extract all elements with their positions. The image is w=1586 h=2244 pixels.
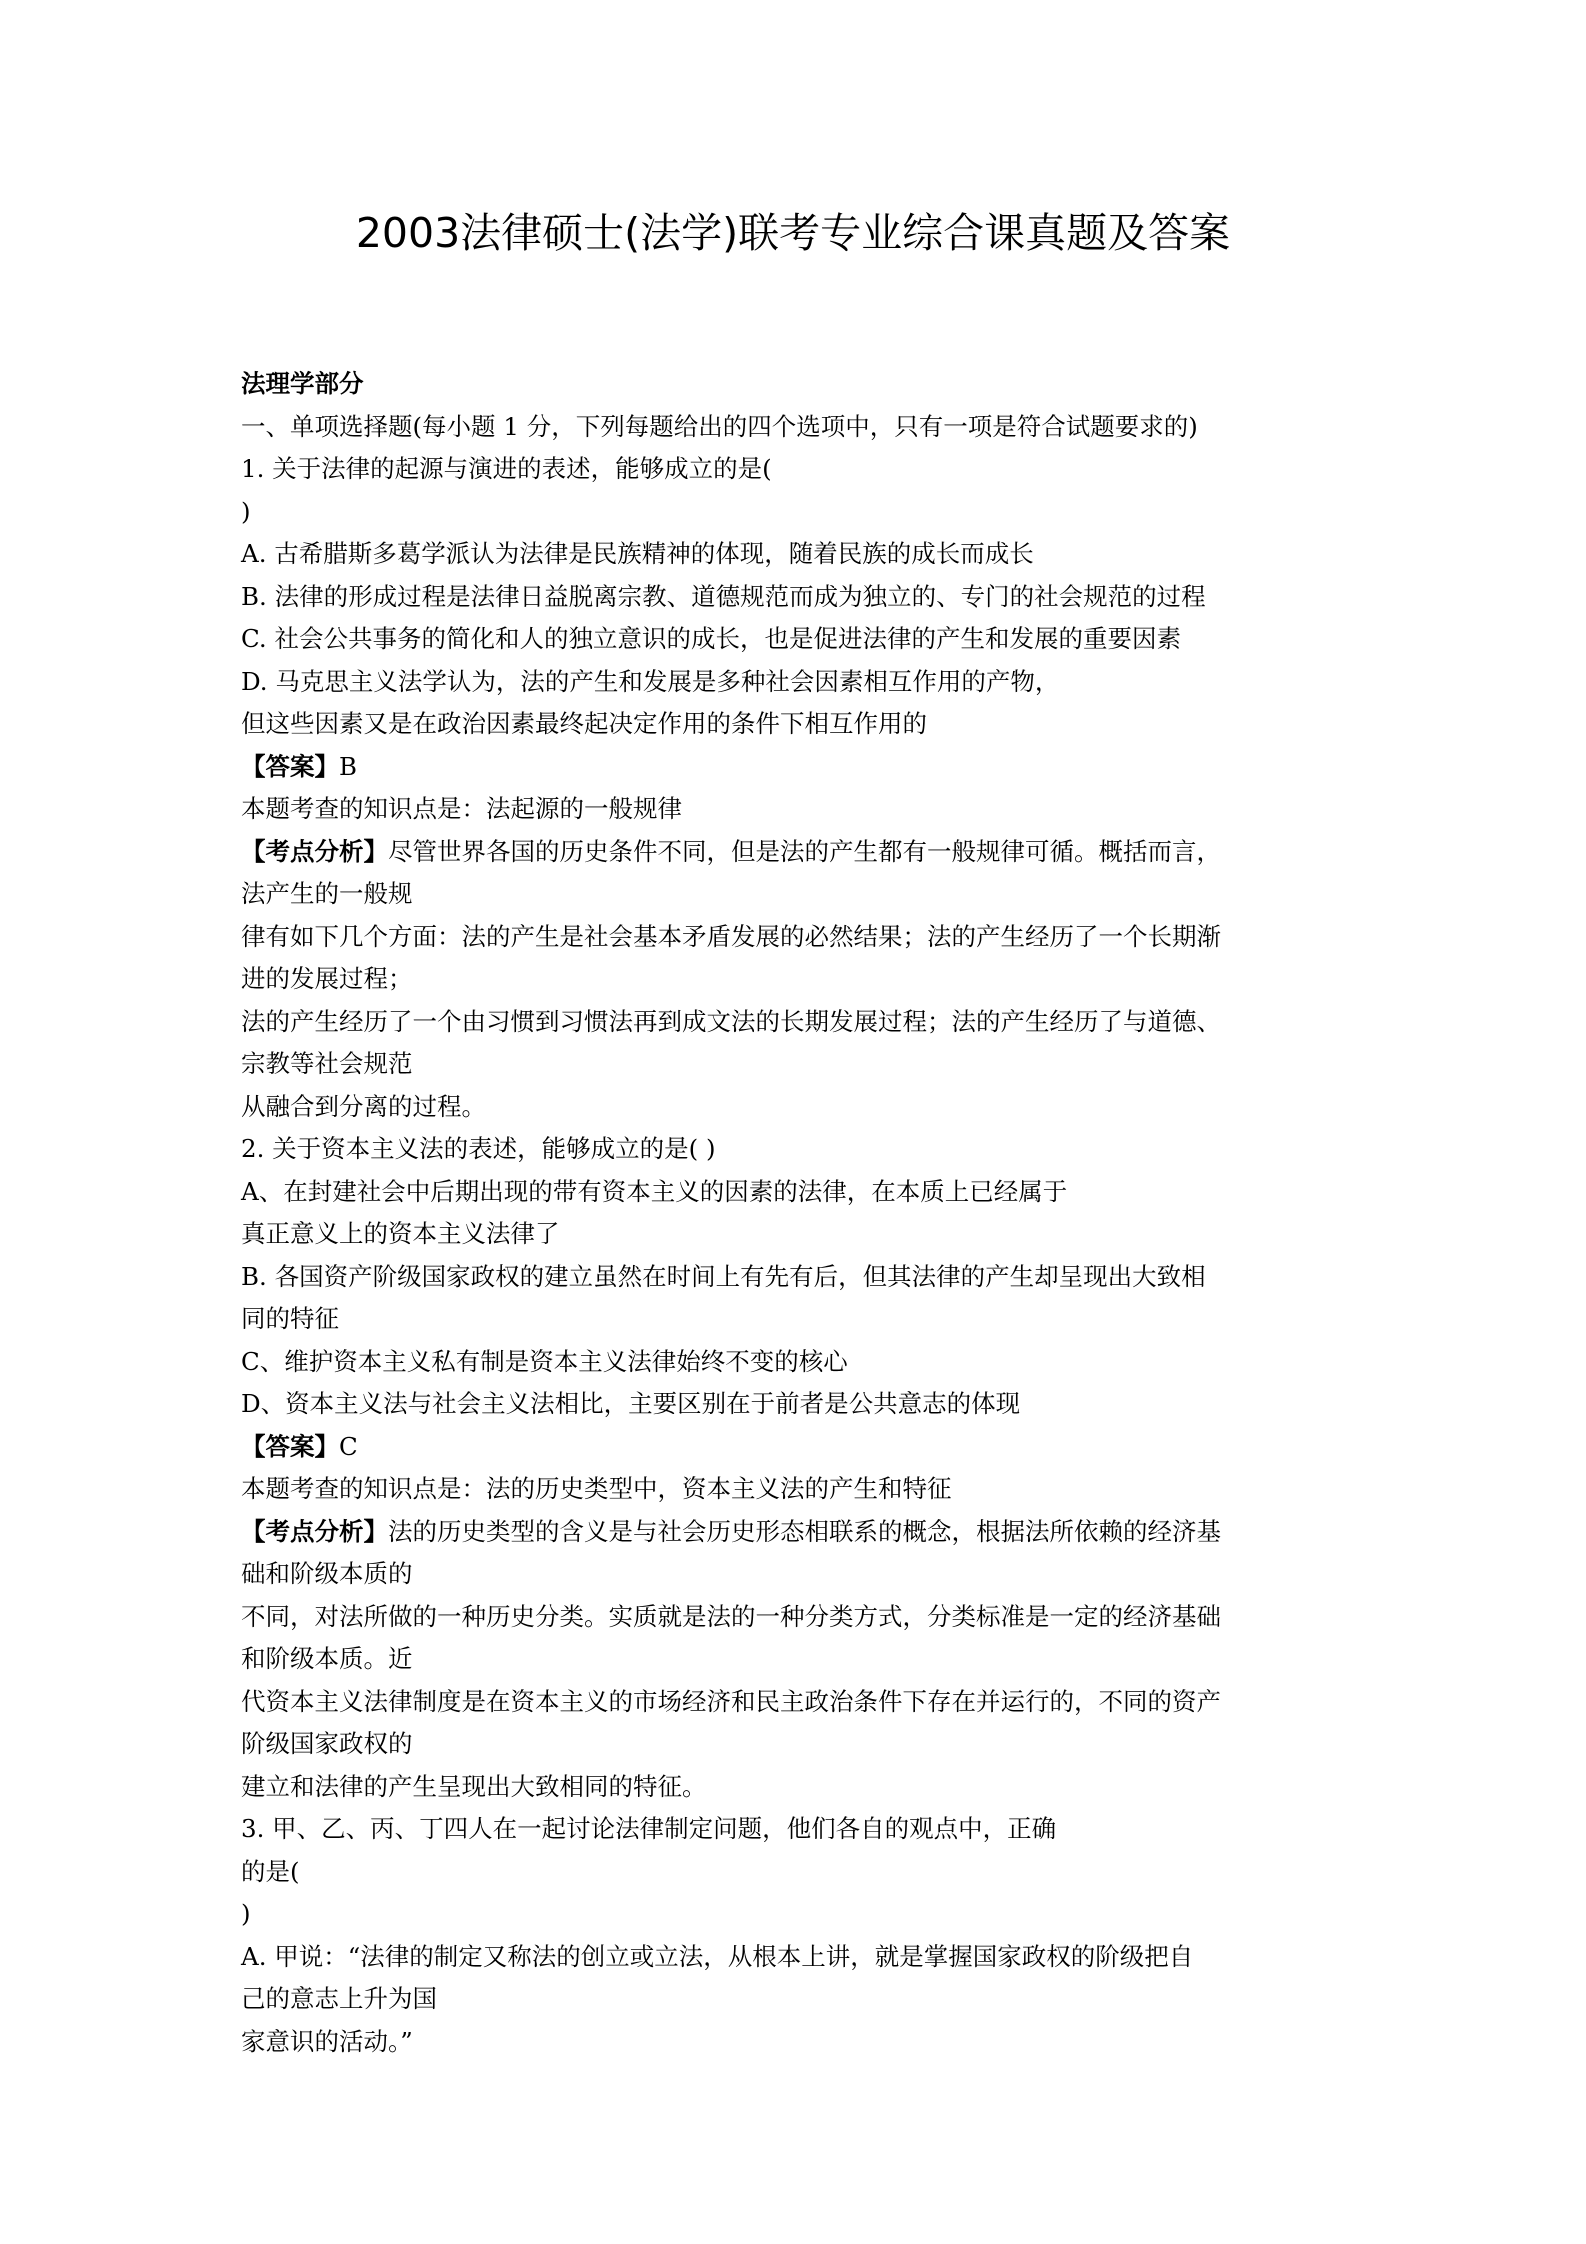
text-line (241, 576, 1361, 619)
bold-label: 法理学部分 (241, 369, 364, 398)
line-text: 律有如下几个方面：法的产生是社会基本矛盾发展的必然结果；法的产生经历了一个长期渐 (241, 921, 1221, 951)
line-text: 但这些因素又是在政治因素最终起决定作用的条件下相互作用的 (241, 709, 927, 738)
text-line (241, 1171, 1361, 1214)
text-line (241, 916, 1361, 959)
text-line (241, 1043, 1361, 1086)
text-line (241, 958, 1361, 1001)
text-line (241, 1001, 1361, 1044)
line-text: 3. 甲、乙、丙、丁四人在一起讨论法律制定问题，他们各自的观点中，正确 (241, 1814, 1057, 1843)
line-text: 阶级国家政权的 (241, 1729, 413, 1758)
text-line (241, 1511, 1361, 1554)
line-text: 宗教等社会规范 (241, 1049, 413, 1078)
text-line (241, 533, 1361, 576)
bold-label: 【考点分析】 (241, 1516, 388, 1546)
text-line (241, 1553, 1361, 1596)
text-line (241, 873, 1361, 916)
text-line (241, 491, 1361, 534)
line-text: C (339, 1431, 358, 1461)
line-text: D、资本主义法与社会主义法相比，主要区别在于前者是公共意志的体现 (241, 1389, 1021, 1418)
line-text: 法的历史类型的含义是与社会历史形态相联系的概念，根据法所依赖的经济基 (388, 1516, 1221, 1546)
line-text: A. 古希腊斯多葛学派认为法律是民族精神的体现，随着民族的成长而成长 (241, 539, 1034, 568)
text-line (241, 1936, 1361, 1979)
line-text: C. 社会公共事务的简化和人的独立意识的成长，也是促进法律的产生和发展的重要因素 (241, 624, 1181, 653)
line-text: A. 甲说：“法律的制定又称法的创立或立法，从根本上讲，就是掌握国家政权的阶级把自 (241, 1941, 1194, 1971)
line-text: 从融合到分离的过程。 (241, 1091, 486, 1121)
line-text: 建立和法律的产生呈现出大致相同的特征。 (241, 1771, 707, 1801)
text-line (241, 746, 1361, 789)
line-text: 不同，对法所做的一种历史分类。实质就是法的一种分类方式，分类标准是一定的经济基础 (241, 1601, 1221, 1631)
text-line (241, 1298, 1361, 1341)
text-line (241, 1638, 1361, 1681)
document-title: 2003法律硕士(法学)联考专业综合课真题及答案 (355, 209, 1231, 257)
text-line (241, 618, 1361, 661)
text-line (241, 448, 1361, 491)
text-line (241, 831, 1361, 874)
line-text: 一、单项选择题(每小题 1 分，下列每题给出的四个选项中，只有一项是符合试题要求的) (241, 411, 1198, 441)
text-line (241, 1341, 1361, 1384)
line-text: B (339, 751, 358, 781)
text-line (241, 1851, 1361, 1894)
line-text: 的是( (241, 1856, 300, 1886)
text-line (241, 1978, 1361, 2021)
line-text: 真正意义上的资本主义法律了 (241, 1219, 560, 1248)
line-text: ) (241, 1899, 251, 1928)
line-text: 本题考查的知识点是：法起源的一般规律 (241, 794, 682, 823)
text-line (241, 406, 1361, 449)
text-line (241, 1596, 1361, 1639)
document-body (241, 363, 1361, 2063)
text-line (241, 363, 1361, 406)
line-text: 同的特征 (241, 1304, 339, 1333)
line-text: 进的发展过程； (241, 964, 413, 993)
text-line (241, 1893, 1361, 1936)
text-line (241, 1468, 1361, 1511)
line-text: 家意识的活动。” (241, 2026, 413, 2056)
line-text: 1. 关于法律的起源与演进的表述，能够成立的是( (241, 454, 772, 483)
text-line (241, 1426, 1361, 1469)
bold-label: 【答案】 (241, 1431, 339, 1461)
line-text: 法的产生经历了一个由习惯到习惯法再到成文法的长期发展过程；法的产生经历了与道德、 (241, 1006, 1221, 1036)
bold-label: 【考点分析】 (241, 836, 388, 866)
text-line (241, 661, 1361, 704)
line-text: D. 马克思主义法学认为，法的产生和发展是多种社会因素相互作用的产物， (241, 666, 1060, 696)
text-line (241, 1723, 1361, 1766)
text-line (241, 1808, 1361, 1851)
text-line (241, 1766, 1361, 1809)
text-line (241, 703, 1361, 746)
text-line (241, 1086, 1361, 1129)
text-line (241, 1213, 1361, 1256)
line-text: 本题考查的知识点是：法的历史类型中，资本主义法的产生和特征 (241, 1474, 952, 1503)
text-line (241, 1383, 1361, 1426)
line-text: 己的意志上升为国 (241, 1984, 437, 2013)
line-text: B. 法律的形成过程是法律日益脱离宗教、道德规范而成为独立的、专门的社会规范的过程 (241, 581, 1206, 611)
bold-label: 【答案】 (241, 751, 339, 781)
line-text: ) (241, 496, 251, 526)
text-line (241, 1681, 1361, 1724)
line-text: 础和阶级本质的 (241, 1559, 413, 1588)
line-text: 法产生的一般规 (241, 879, 413, 908)
line-text: B. 各国资产阶级国家政权的建立虽然在时间上有先有后，但其法律的产生却呈现出大致相 (241, 1261, 1206, 1291)
text-line (241, 1128, 1361, 1171)
line-text: 代资本主义法律制度是在资本主义的市场经济和民主政治条件下存在并运行的，不同的资产 (241, 1686, 1221, 1716)
line-text: 2. 关于资本主义法的表述，能够成立的是( ) (241, 1134, 716, 1163)
text-line (241, 2021, 1361, 2064)
line-text: C、维护资本主义私有制是资本主义法律始终不变的核心 (241, 1346, 848, 1376)
line-text: A、在封建社会中后期出现的带有资本主义的因素的法律，在本质上已经属于 (241, 1176, 1068, 1206)
line-text: 和阶级本质。近 (241, 1644, 413, 1673)
text-line (241, 1256, 1361, 1299)
line-text: 尽管世界各国的历史条件不同，但是法的产生都有一般规律可循。概括而言， (388, 836, 1221, 866)
text-line (241, 788, 1361, 831)
